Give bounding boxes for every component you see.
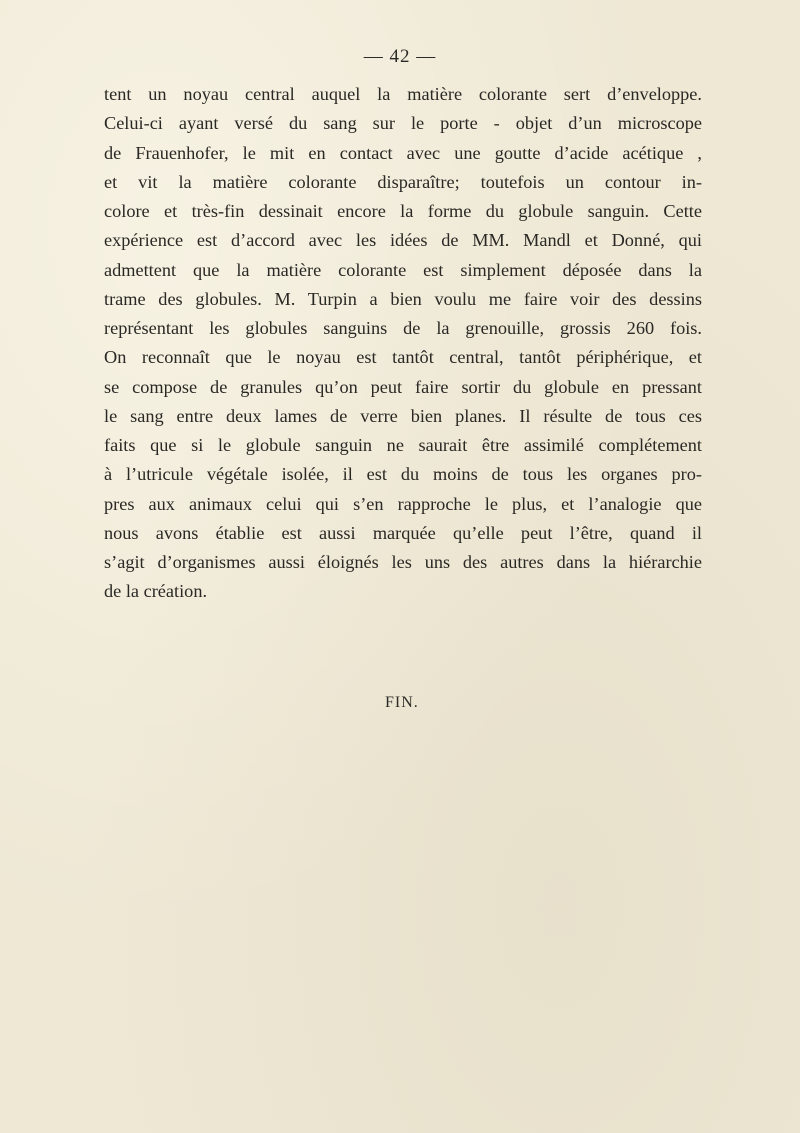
body-text	[104, 80, 702, 607]
text-line: tent un noyau central auquel la matière colorante sert d’enveloppe.	[104, 84, 702, 104]
text-line: trame des globules. M. Turpin a bien voulu me faire voir des dessins	[104, 288, 702, 309]
text-line: se compose de granules qu’on peut faire sortir du globule en pressant	[104, 376, 702, 397]
text-line: pres aux animaux celui qui s’en rapproche le plus, et l’analogie que	[104, 493, 702, 514]
text-line: de la création.	[104, 581, 208, 602]
text-line: faits que si le globule sanguin ne saurait être assimilé complétement	[104, 435, 702, 455]
text-line: de Frauenhofer, le mit en contact avec une goutte d’acide acétique ,	[104, 142, 702, 163]
text-line: représentant les globules sanguins de la grenouille, grossis 260 fois.	[104, 318, 702, 338]
text-line: s’agit d’organismes aussi éloignés les uns des autres dans la hiérarchie	[104, 552, 702, 572]
text-line: à l’utricule végétale isolée, il est du moins de tous les organes pro-	[104, 464, 702, 485]
text-line: On reconnaît que le noyau est tantôt central, tantôt périphérique, et	[104, 347, 702, 368]
text-line: le sang entre deux lames de verre bien planes. Il résulte de tous ces	[104, 405, 702, 426]
end-mark: FIN.	[385, 694, 419, 711]
text-line: Celui-ci ayant versé du sang sur le porte - objet d’un microscope	[104, 113, 702, 134]
page-number: — 42 —	[363, 46, 437, 67]
text-line: et vit la matière colorante disparaître; toutefois un contour in-	[104, 171, 702, 192]
text-line: admettent que la matière colorante est simplement déposée dans la	[104, 259, 702, 280]
text-line: colore et très-fin dessinait encore la forme du globule sanguin. Cette	[104, 201, 702, 221]
text-line: expérience est d’accord avec les idées de MM. Mandl et Donné, qui	[104, 230, 702, 251]
text-line: nous avons établie est aussi marquée qu’elle peut l’être, quand il	[104, 522, 702, 543]
